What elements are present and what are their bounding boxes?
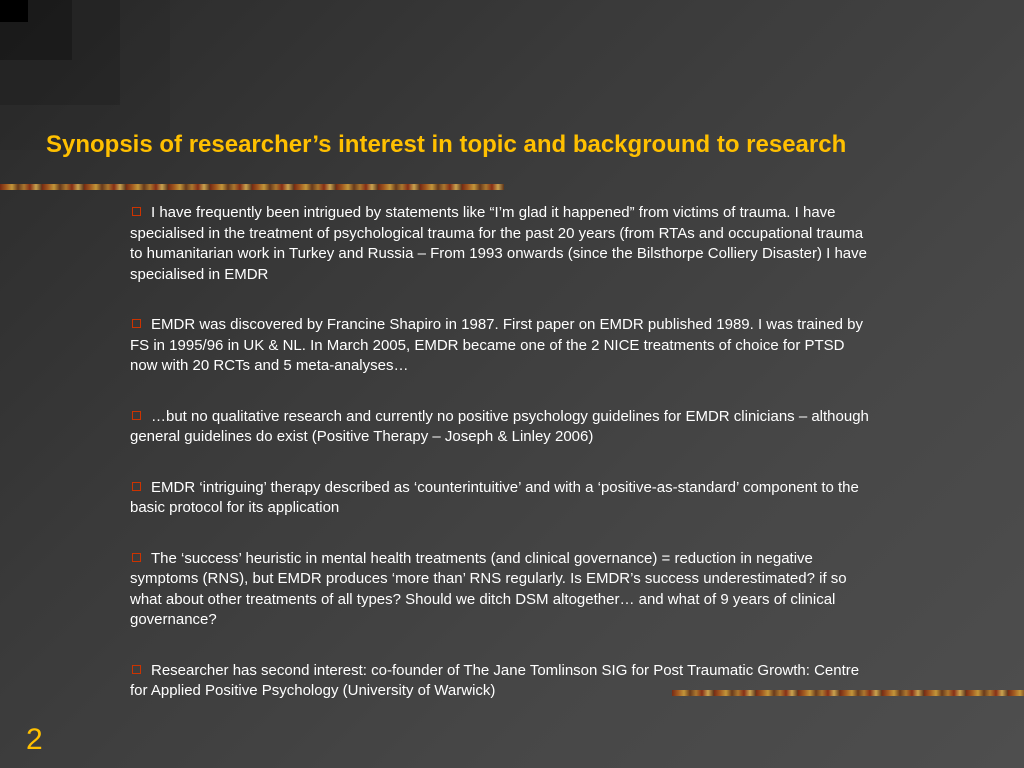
bullet-text: I have frequently been intrigued by statements like “I’m glad it happened” from victims of trauma. I have specialised in the treatment of psychological trauma for the past 20 years (from RTAs and occupational trauma to humanitarian work in Turkey and Russia – From 1993 onwards (since the Bilsthorpe Colliery Disaster) I have specialised in EMDR [130, 204, 867, 283]
bullet-text: EMDR was discovered by Francine Shapiro in 1987. First paper on EMDR published 1989. I was trained by FS in 1995/96 in UK & NL. In March 2005, EMDR became one of the 2 NICE treatments of choice for PTSD now with 20 RCTs and 5 meta-analyses… [130, 316, 864, 374]
square-outline-icon [132, 665, 141, 674]
bullet-text: …but no qualitative research and currently no positive psychology guidelines for EMDR clinicians – although general guidelines do exist (Positive Therapy – Joseph & Linley 2006) [130, 407, 869, 445]
bullet-item [130, 203, 875, 285]
bullet-item [130, 478, 875, 519]
bullet-list [130, 203, 875, 732]
square-outline-icon [132, 319, 141, 328]
decorative-stripe-bottom [672, 690, 1024, 696]
bullet-text: Researcher has second interest: co-founder of The Jane Tomlinson SIG for Post Traumatic Growth: Centre for Applied Positive Psychology (University of Warwick) [130, 661, 860, 699]
bullet-text: The ‘success’ heuristic in mental health treatments (and clinical governance) = reduction in negative symptoms (RNS), but EMDR produces ‘more than’ RNS regularly. Is EMDR’s success underestimated? if so what about other treatments of all types? Should we ditch DSM altogether… and what of 9 years of clinical governance? [130, 549, 847, 628]
slide-title: Synopsis of researcher’s interest in topic and background to research [46, 131, 847, 158]
corner-decoration [0, 0, 28, 22]
bullet-text: EMDR ‘intriguing’ therapy described as ‘counterintuitive’ and with a ‘positive-as-standard’ component to the basic protocol for its application [130, 478, 859, 516]
bullet-item [130, 315, 875, 377]
square-outline-icon [132, 207, 141, 216]
square-outline-icon [132, 411, 141, 420]
square-outline-icon [132, 553, 141, 562]
bullet-item [130, 407, 875, 448]
bullet-item [130, 549, 875, 631]
page-number: 2 [26, 723, 43, 756]
decorative-stripe-top [0, 184, 504, 190]
square-outline-icon [132, 482, 141, 491]
